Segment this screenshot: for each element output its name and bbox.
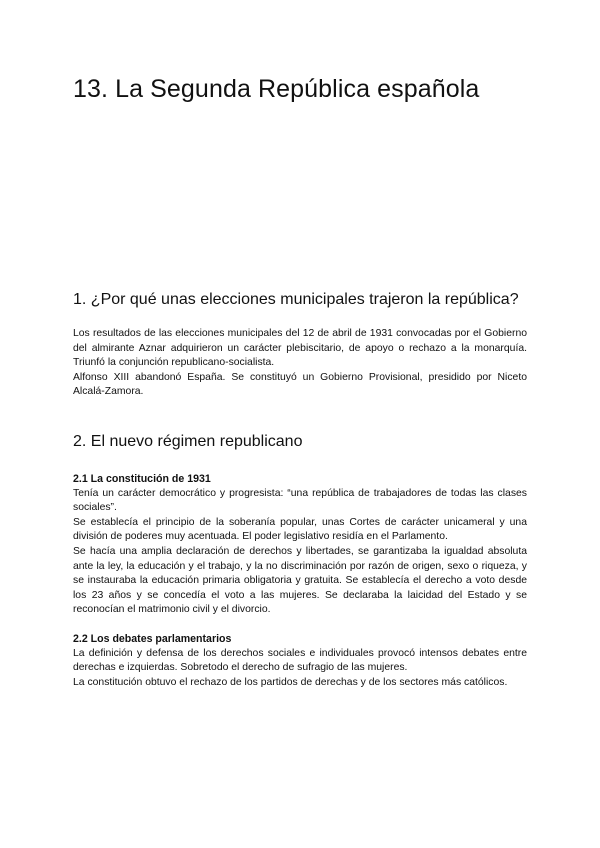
subsection-2-2-paragraph-2: La constitución obtuvo el rechazo de los partidos de derechas y de los sectores más católicos. xyxy=(73,676,508,688)
subsection-2-2-paragraph-1: La definición y defensa de los derechos sociales e individuales provocó intensos debates entre derechas e izquierdas. Sobretodo el derecho de sufragio de las mujeres. xyxy=(73,647,527,674)
subsection-2-1-paragraph-1: Tenía un carácter democrático y progresista: “una república de trabajadores de todas las clases sociales”. xyxy=(73,487,527,514)
subsection-2-2-heading: 2.2 Los debates parlamentarios xyxy=(73,633,232,645)
subsection-2-1-heading: 2.1 La constitución de 1931 xyxy=(73,473,211,485)
subsection-2-1 xyxy=(73,472,527,618)
subsection-2-1-paragraph-2: Se establecía el principio de la soberanía popular, unas Cortes de carácter unicameral y una división de poderes muy acentuada. El poder legislativo residía en el Parlamento. xyxy=(73,516,527,543)
section-2-heading: 2. El nuevo régimen republicano xyxy=(73,433,303,450)
section-1-paragraph-2: Alfonso XIII abandonó España. Se constituyó un Gobierno Provisional, presidido por Niceto Alcalá-Zamora. xyxy=(73,371,527,398)
subsection-2-2 xyxy=(73,632,527,690)
subsection-2-1-paragraph-3: Se hacía una amplia declaración de derechos y libertades, se garantizaba la igualdad absoluta ante la ley, la educación y el trabajo, y la no discriminación por razón de origen, sexo o riqueza, y se instauraba la educación primaria obligatoria y gratuita. Se establecía el derecho a voto desde los 23 años y se concedía el voto a las mujeres. Se declaraba la laicidad del Estado y se reconocían el matrimonio civil y el divorcio. xyxy=(73,545,527,616)
document-title: 13. La Segunda República española xyxy=(73,75,480,103)
section-1-paragraph-1: Los resultados de las elecciones municipales del 12 de abril de 1931 convocadas por el Gobierno del almirante Aznar adquirieron un carácter plebiscitario, de apoyo o rechazo a la monarquía. Triunfó la conjunción republicano-socialista. xyxy=(73,328,527,369)
section-1-body xyxy=(73,327,527,400)
section-1-heading: 1. ¿Por qué unas elecciones municipales trajeron la república? xyxy=(73,291,519,308)
